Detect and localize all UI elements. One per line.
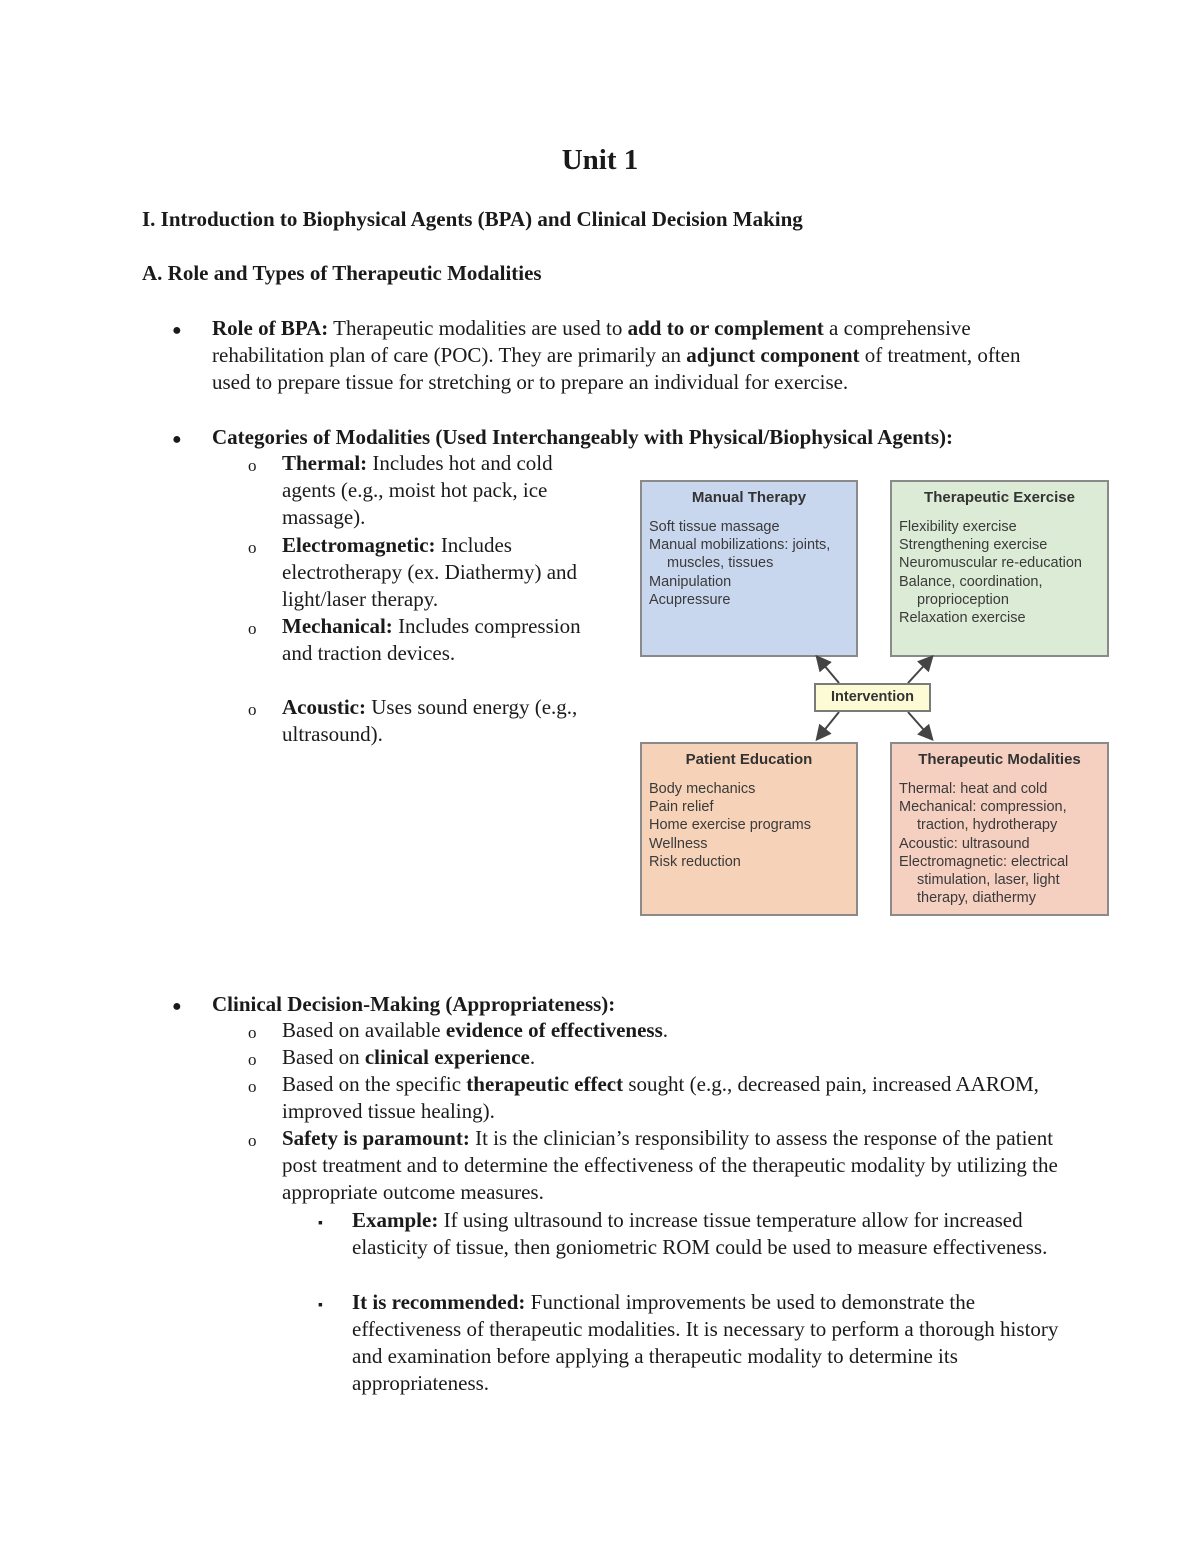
- diagram-line: muscles, tissues: [667, 555, 774, 572]
- diagram-line: Body mechanics: [649, 781, 756, 797]
- circle-bullet-icon: o: [248, 456, 257, 475]
- square-bullet-icon: ▪: [318, 1298, 323, 1313]
- diagram-line: Manipulation: [649, 573, 732, 590]
- diagram-line: Manual mobilizations: joints,: [649, 537, 831, 554]
- therapeutic-modalities-box: [890, 742, 1109, 916]
- intervention-box: Intervention: [814, 683, 931, 712]
- diagram-line: Wellness: [649, 835, 708, 852]
- circle-bullet-icon: o: [248, 1023, 257, 1042]
- subsection-heading: A. Role and Types of Therapeutic Modalities: [142, 261, 542, 285]
- diagram-line: Acupressure: [649, 591, 731, 608]
- page-title: Unit 1: [561, 144, 639, 176]
- diagram-line: Pain relief: [649, 799, 714, 816]
- diagram-line: Balance, coordination,: [899, 573, 1043, 590]
- diagram-line: Risk reduction: [649, 853, 741, 870]
- square-bullet-icon: ▪: [318, 1216, 323, 1231]
- list-item-clinical-decision-making: Clinical Decision-Making (Appropriateness):: [212, 992, 616, 1016]
- list-item-categories: Categories of Modalities (Used Interchangeably with Physical/Biophysical Agents):: [212, 425, 954, 449]
- list-item-therapeutic-effect: Based on the specific therapeutic effect sought (e.g., decreased pain, increased AAROM, improved tissue healing).: [282, 1072, 1039, 1123]
- diagram-line: stimulation, laser, light: [917, 872, 1060, 889]
- list-item-evidence: Based on available evidence of effectiveness.: [282, 1018, 669, 1042]
- list-item-example: Example: If using ultrasound to increase tissue temperature allow for increased elasticity of tissue, then goniometric ROM could be used to measure effectiveness.: [352, 1208, 1048, 1259]
- diagram-line: proprioception: [917, 591, 1009, 608]
- therapeutic-exercise-title: Therapeutic Exercise: [924, 489, 1075, 506]
- manual-therapy-title: Manual Therapy: [691, 489, 807, 506]
- circle-bullet-icon: o: [248, 538, 257, 557]
- bullet-icon: ●: [172, 431, 182, 448]
- diagram-line: Relaxation exercise: [899, 610, 1026, 627]
- list-item-electromagnetic: Electromagnetic: Includes electrotherapy (ex. Diathermy) and light/laser therapy.: [282, 533, 578, 611]
- diagram-line: Thermal: heat and cold: [899, 781, 1048, 797]
- diagram-line: Acoustic: ultrasound: [899, 835, 1030, 852]
- list-item-mechanical: Mechanical: Includes compression and traction devices.: [282, 614, 581, 665]
- list-item-experience: Based on clinical experience.: [282, 1045, 536, 1069]
- arrow-to-modalities: [908, 712, 931, 738]
- arrow-to-education: [818, 712, 839, 738]
- list-item-recommended: It is recommended: Functional improvements be used to demonstrate the effectiveness of therapeutic modalities. It is necessary to perform a thorough history and examination before applying a therapeutic modality to determine its appropriateness.: [352, 1290, 1059, 1395]
- circle-bullet-icon: o: [248, 1077, 257, 1096]
- intervention-diagram: [636, 476, 1116, 920]
- circle-bullet-icon: o: [248, 619, 257, 638]
- list-item-thermal: Thermal: Includes hot and cold agents (e.g., moist hot pack, ice massage).: [282, 451, 553, 529]
- diagram-line: Soft tissue massage: [649, 519, 780, 535]
- diagram-line: traction, hydrotherapy: [917, 817, 1058, 834]
- diagram-line: Electromagnetic: electrical: [899, 853, 1069, 870]
- diagram-line: Mechanical: compression,: [899, 799, 1067, 816]
- therapeutic-modalities-title: Therapeutic Modalities: [918, 751, 1081, 768]
- circle-bullet-icon: o: [248, 1050, 257, 1069]
- section-heading: I. Introduction to Biophysical Agents (BPA) and Clinical Decision Making: [142, 207, 803, 231]
- list-item-role: Role of BPA: Therapeutic modalities are used to add to or complement a comprehensive rehabilitation plan of care (POC). They are primarily an adjunct component of treatment, often used to prepare tissue for stretching or to prepare an individual for exercise.: [212, 316, 1021, 394]
- patient-education-box: [640, 742, 858, 916]
- diagram-line: therapy, diathermy: [917, 890, 1037, 907]
- arrow-to-manual: [818, 658, 839, 683]
- diagram-line: Neuromuscular re-education: [899, 555, 1082, 572]
- bullet-icon: ●: [172, 998, 182, 1015]
- patient-education-title: Patient Education: [685, 751, 813, 768]
- diagram-line: Strengthening exercise: [899, 537, 1048, 554]
- circle-bullet-icon: o: [248, 700, 257, 719]
- list-item-acoustic: Acoustic: Uses sound energy (e.g., ultrasound).: [282, 695, 578, 746]
- diagram-line: Flexibility exercise: [899, 519, 1017, 535]
- circle-bullet-icon: o: [248, 1131, 257, 1150]
- arrow-to-exercise: [908, 658, 931, 683]
- bullet-icon: ●: [172, 322, 182, 339]
- diagram-line: Home exercise programs: [649, 817, 811, 834]
- list-item-safety: Safety is paramount: It is the clinician’s responsibility to assess the response of the patient post treatment and to determine the effectiveness of the therapeutic modality by utilizing the appropriate outcome measures.: [282, 1126, 1058, 1204]
